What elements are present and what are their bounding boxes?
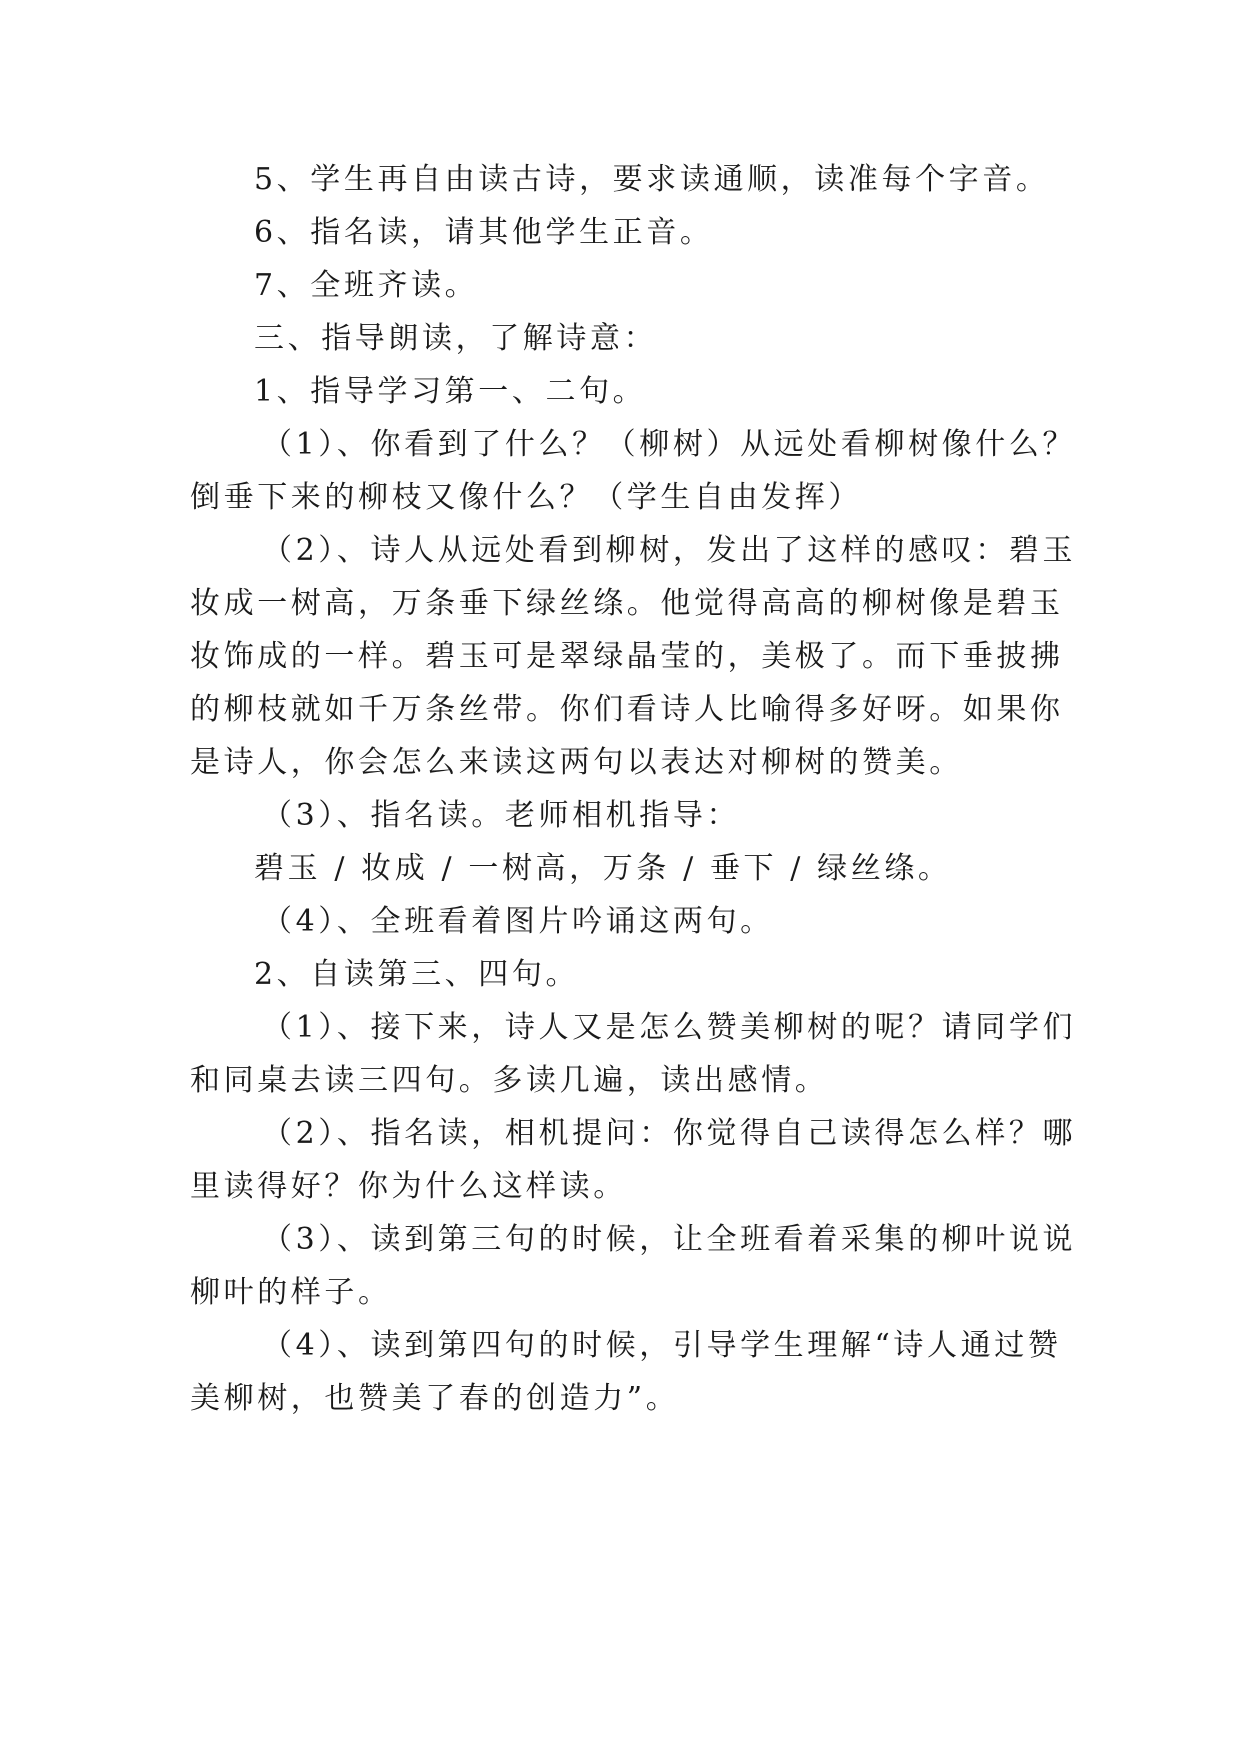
paragraph-line: 柳叶的样子。 <box>190 1275 392 1310</box>
paragraph-line: （3）、读到第三句的时候，让全班看着采集的柳叶说说 <box>262 1222 1077 1257</box>
paragraph-line: 是诗人，你会怎么来读这两句以表达对柳树的赞美。 <box>190 745 963 780</box>
paragraph-line: （3）、指名读。老师相机指导： <box>262 798 741 833</box>
paragraph-line: 5、学生再自由读古诗，要求读通顺，读准每个字音。 <box>254 162 1050 197</box>
paragraph-line: （4）、读到第四句的时候，引导学生理解“诗人通过赞 <box>262 1328 1062 1363</box>
paragraph-line: 6、指名读，请其他学生正音。 <box>254 215 714 250</box>
paragraph-line: 美柳树，也赞美了春的创造力”。 <box>190 1381 680 1416</box>
paragraph-line: （1）、你看到了什么？（柳树）从远处看柳树像什么？ <box>262 427 1077 462</box>
paragraph-line: 2、自读第三、四句。 <box>254 957 580 992</box>
paragraph-line: 的柳枝就如千万条丝带。你们看诗人比喻得多好呀。如果你 <box>190 692 1064 727</box>
paragraph-line: 7、全班齐读。 <box>254 268 479 303</box>
section-heading: 三、指导朗读，了解诗意： <box>254 321 658 356</box>
paragraph-line: 妆饰成的一样。碧玉可是翠绿晶莹的，美极了。而下垂披拂 <box>190 639 1064 674</box>
paragraph-line: 里读得好？你为什么这样读。 <box>190 1169 627 1204</box>
paragraph-line: （4）、全班看着图片吟诵这两句。 <box>262 904 774 939</box>
poem-line: 碧玉 / 妆成 / 一树高，万条 / 垂下 / 绿丝绦。 <box>254 851 952 886</box>
paragraph-line: （2）、指名读，相机提问：你觉得自己读得怎么样？哪 <box>262 1116 1077 1151</box>
paragraph-line: 倒垂下来的柳枝又像什么？（学生自由发挥） <box>190 480 862 515</box>
paragraph-line: （2）、诗人从远处看到柳树，发出了这样的感叹：碧玉 <box>262 533 1077 568</box>
paragraph-line: （1）、接下来，诗人又是怎么赞美柳树的呢？请同学们 <box>262 1010 1077 1045</box>
paragraph-line: 和同桌去读三四句。多读几遍，读出感情。 <box>190 1063 829 1098</box>
paragraph-line: 1、指导学习第一、二句。 <box>254 374 647 409</box>
paragraph-line: 妆成一树高，万条垂下绿丝绦。他觉得高高的柳树像是碧玉 <box>190 586 1064 621</box>
